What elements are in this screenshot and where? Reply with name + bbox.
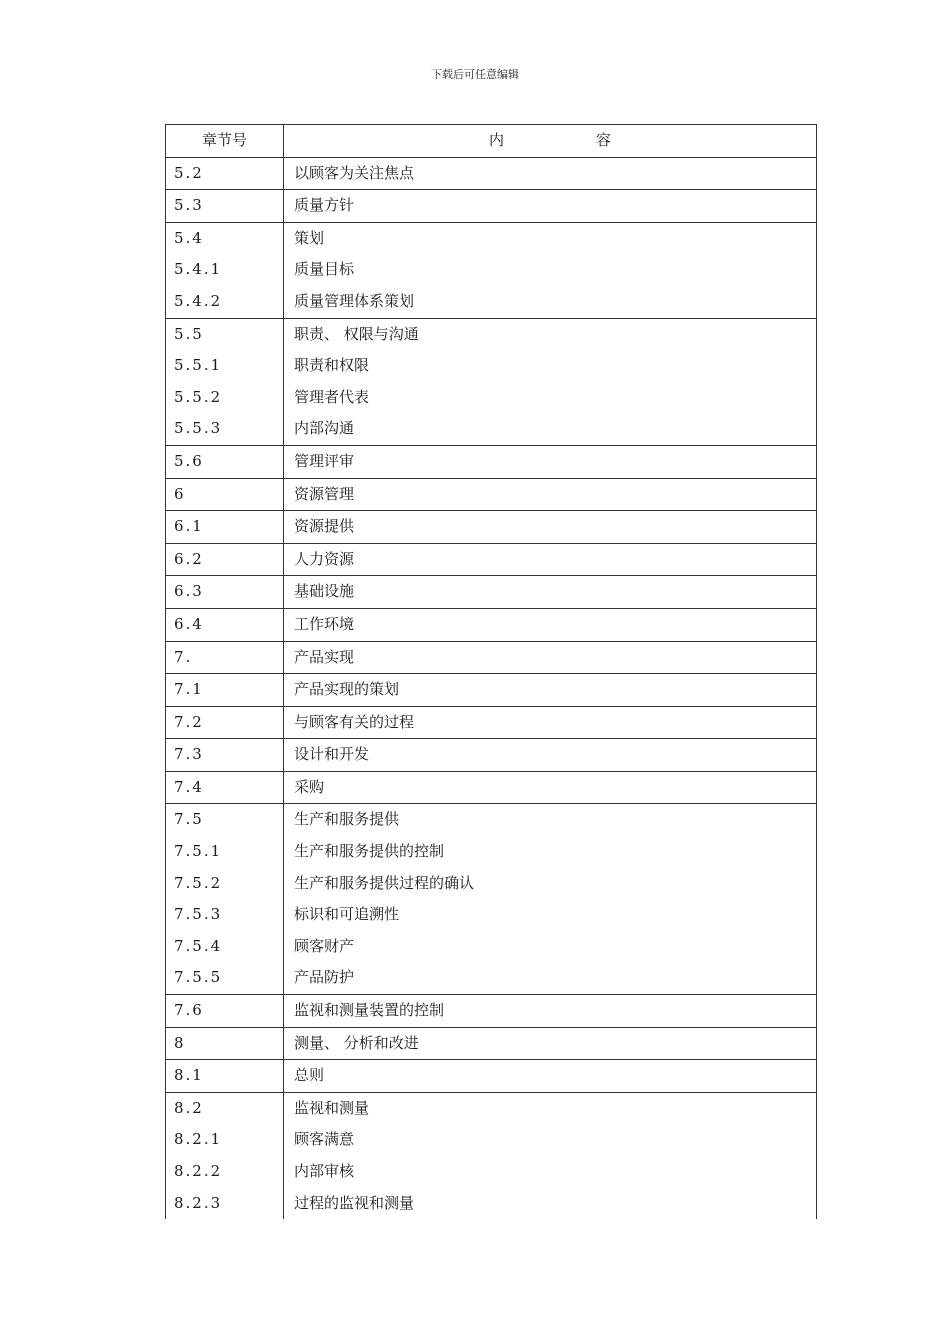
section-number: 5.4.2	[166, 286, 284, 318]
table-row	[166, 254, 817, 286]
section-title: 产品实现的策划	[284, 674, 817, 707]
section-title: 质量方针	[284, 190, 817, 223]
table-row	[166, 190, 817, 223]
section-title: 生产和服务提供的控制	[284, 836, 817, 868]
section-title: 顾客满意	[284, 1124, 817, 1156]
table-header-row	[166, 125, 817, 158]
section-title: 顾客财产	[284, 931, 817, 963]
table-row	[166, 413, 817, 445]
section-number: 7.5.5	[166, 962, 284, 994]
section-title: 基础设施	[284, 576, 817, 609]
table-row	[166, 1027, 817, 1060]
table-row	[166, 1092, 817, 1124]
table-row	[166, 868, 817, 900]
section-title: 设计和开发	[284, 739, 817, 772]
column-header-content-second-char: 容	[596, 131, 612, 149]
section-title: 工作环境	[284, 608, 817, 641]
section-number: 5.6	[166, 445, 284, 478]
section-number: 7.5.1	[166, 836, 284, 868]
table-row	[166, 576, 817, 609]
section-number: 5.5	[166, 318, 284, 350]
section-number: 8	[166, 1027, 284, 1060]
table-row	[166, 478, 817, 511]
table-row	[166, 1156, 817, 1188]
table-row	[166, 608, 817, 641]
section-number: 8.1	[166, 1060, 284, 1093]
section-number: 7.5.4	[166, 931, 284, 963]
section-title: 采购	[284, 771, 817, 804]
section-title: 标识和可追溯性	[284, 899, 817, 931]
table-row	[166, 739, 817, 772]
section-number: 7.	[166, 641, 284, 674]
table-row	[166, 995, 817, 1028]
column-header-section: 章节号	[166, 125, 284, 158]
section-number: 5.3	[166, 190, 284, 223]
section-number: 5.5.3	[166, 413, 284, 445]
column-header-content-first-char: 内	[488, 131, 504, 149]
table-row	[166, 318, 817, 350]
section-title: 资源管理	[284, 478, 817, 511]
section-number: 7.4	[166, 771, 284, 804]
section-title: 人力资源	[284, 543, 817, 576]
table-row	[166, 706, 817, 739]
table-row	[166, 771, 817, 804]
section-title: 与顾客有关的过程	[284, 706, 817, 739]
section-number: 6.2	[166, 543, 284, 576]
section-title: 监视和测量	[284, 1092, 817, 1124]
section-title: 过程的监视和测量	[284, 1188, 817, 1220]
table-row	[166, 543, 817, 576]
section-number: 5.4	[166, 222, 284, 254]
table-row	[166, 511, 817, 544]
table-row	[166, 445, 817, 478]
column-header-content	[284, 125, 817, 158]
section-number: 7.2	[166, 706, 284, 739]
section-number: 6.4	[166, 608, 284, 641]
page-header-note: 下载后可任意编辑	[431, 68, 519, 81]
table-row	[166, 899, 817, 931]
section-title: 产品防护	[284, 962, 817, 994]
table-row	[166, 157, 817, 190]
section-number: 7.5.2	[166, 868, 284, 900]
section-number: 6.3	[166, 576, 284, 609]
table-row	[166, 1124, 817, 1156]
section-number: 8.2.3	[166, 1188, 284, 1220]
section-number: 7.1	[166, 674, 284, 707]
section-number: 7.3	[166, 739, 284, 772]
table-body	[166, 157, 817, 1219]
section-title: 产品实现	[284, 641, 817, 674]
section-title: 管理评审	[284, 445, 817, 478]
table-row	[166, 350, 817, 382]
table-of-contents	[165, 124, 817, 1219]
section-title: 总则	[284, 1060, 817, 1093]
section-title: 内部沟通	[284, 413, 817, 445]
table-row	[166, 674, 817, 707]
section-title: 测量、 分析和改进	[284, 1027, 817, 1060]
section-title: 监视和测量装置的控制	[284, 995, 817, 1028]
section-number: 8.2.2	[166, 1156, 284, 1188]
table-row	[166, 382, 817, 414]
table-row	[166, 931, 817, 963]
section-title: 以顾客为关注焦点	[284, 157, 817, 190]
table-row	[166, 286, 817, 318]
section-number: 5.4.1	[166, 254, 284, 286]
table-row	[166, 804, 817, 836]
section-number: 7.5	[166, 804, 284, 836]
section-title: 策划	[284, 222, 817, 254]
section-number: 8.2	[166, 1092, 284, 1124]
table-row	[166, 222, 817, 254]
table-row	[166, 1060, 817, 1093]
section-title: 质量目标	[284, 254, 817, 286]
section-title: 职责、 权限与沟通	[284, 318, 817, 350]
section-number: 5.2	[166, 157, 284, 190]
section-number: 5.5.1	[166, 350, 284, 382]
section-number: 8.2.1	[166, 1124, 284, 1156]
section-title: 生产和服务提供过程的确认	[284, 868, 817, 900]
section-number: 6	[166, 478, 284, 511]
section-title: 内部审核	[284, 1156, 817, 1188]
section-title: 管理者代表	[284, 382, 817, 414]
table-row	[166, 962, 817, 994]
section-title: 生产和服务提供	[284, 804, 817, 836]
section-title: 质量管理体系策划	[284, 286, 817, 318]
section-number: 6.1	[166, 511, 284, 544]
table-row	[166, 641, 817, 674]
section-number: 7.5.3	[166, 899, 284, 931]
section-title: 职责和权限	[284, 350, 817, 382]
table-row	[166, 1188, 817, 1220]
section-number: 5.5.2	[166, 382, 284, 414]
table-row	[166, 836, 817, 868]
section-title: 资源提供	[284, 511, 817, 544]
section-number: 7.6	[166, 995, 284, 1028]
